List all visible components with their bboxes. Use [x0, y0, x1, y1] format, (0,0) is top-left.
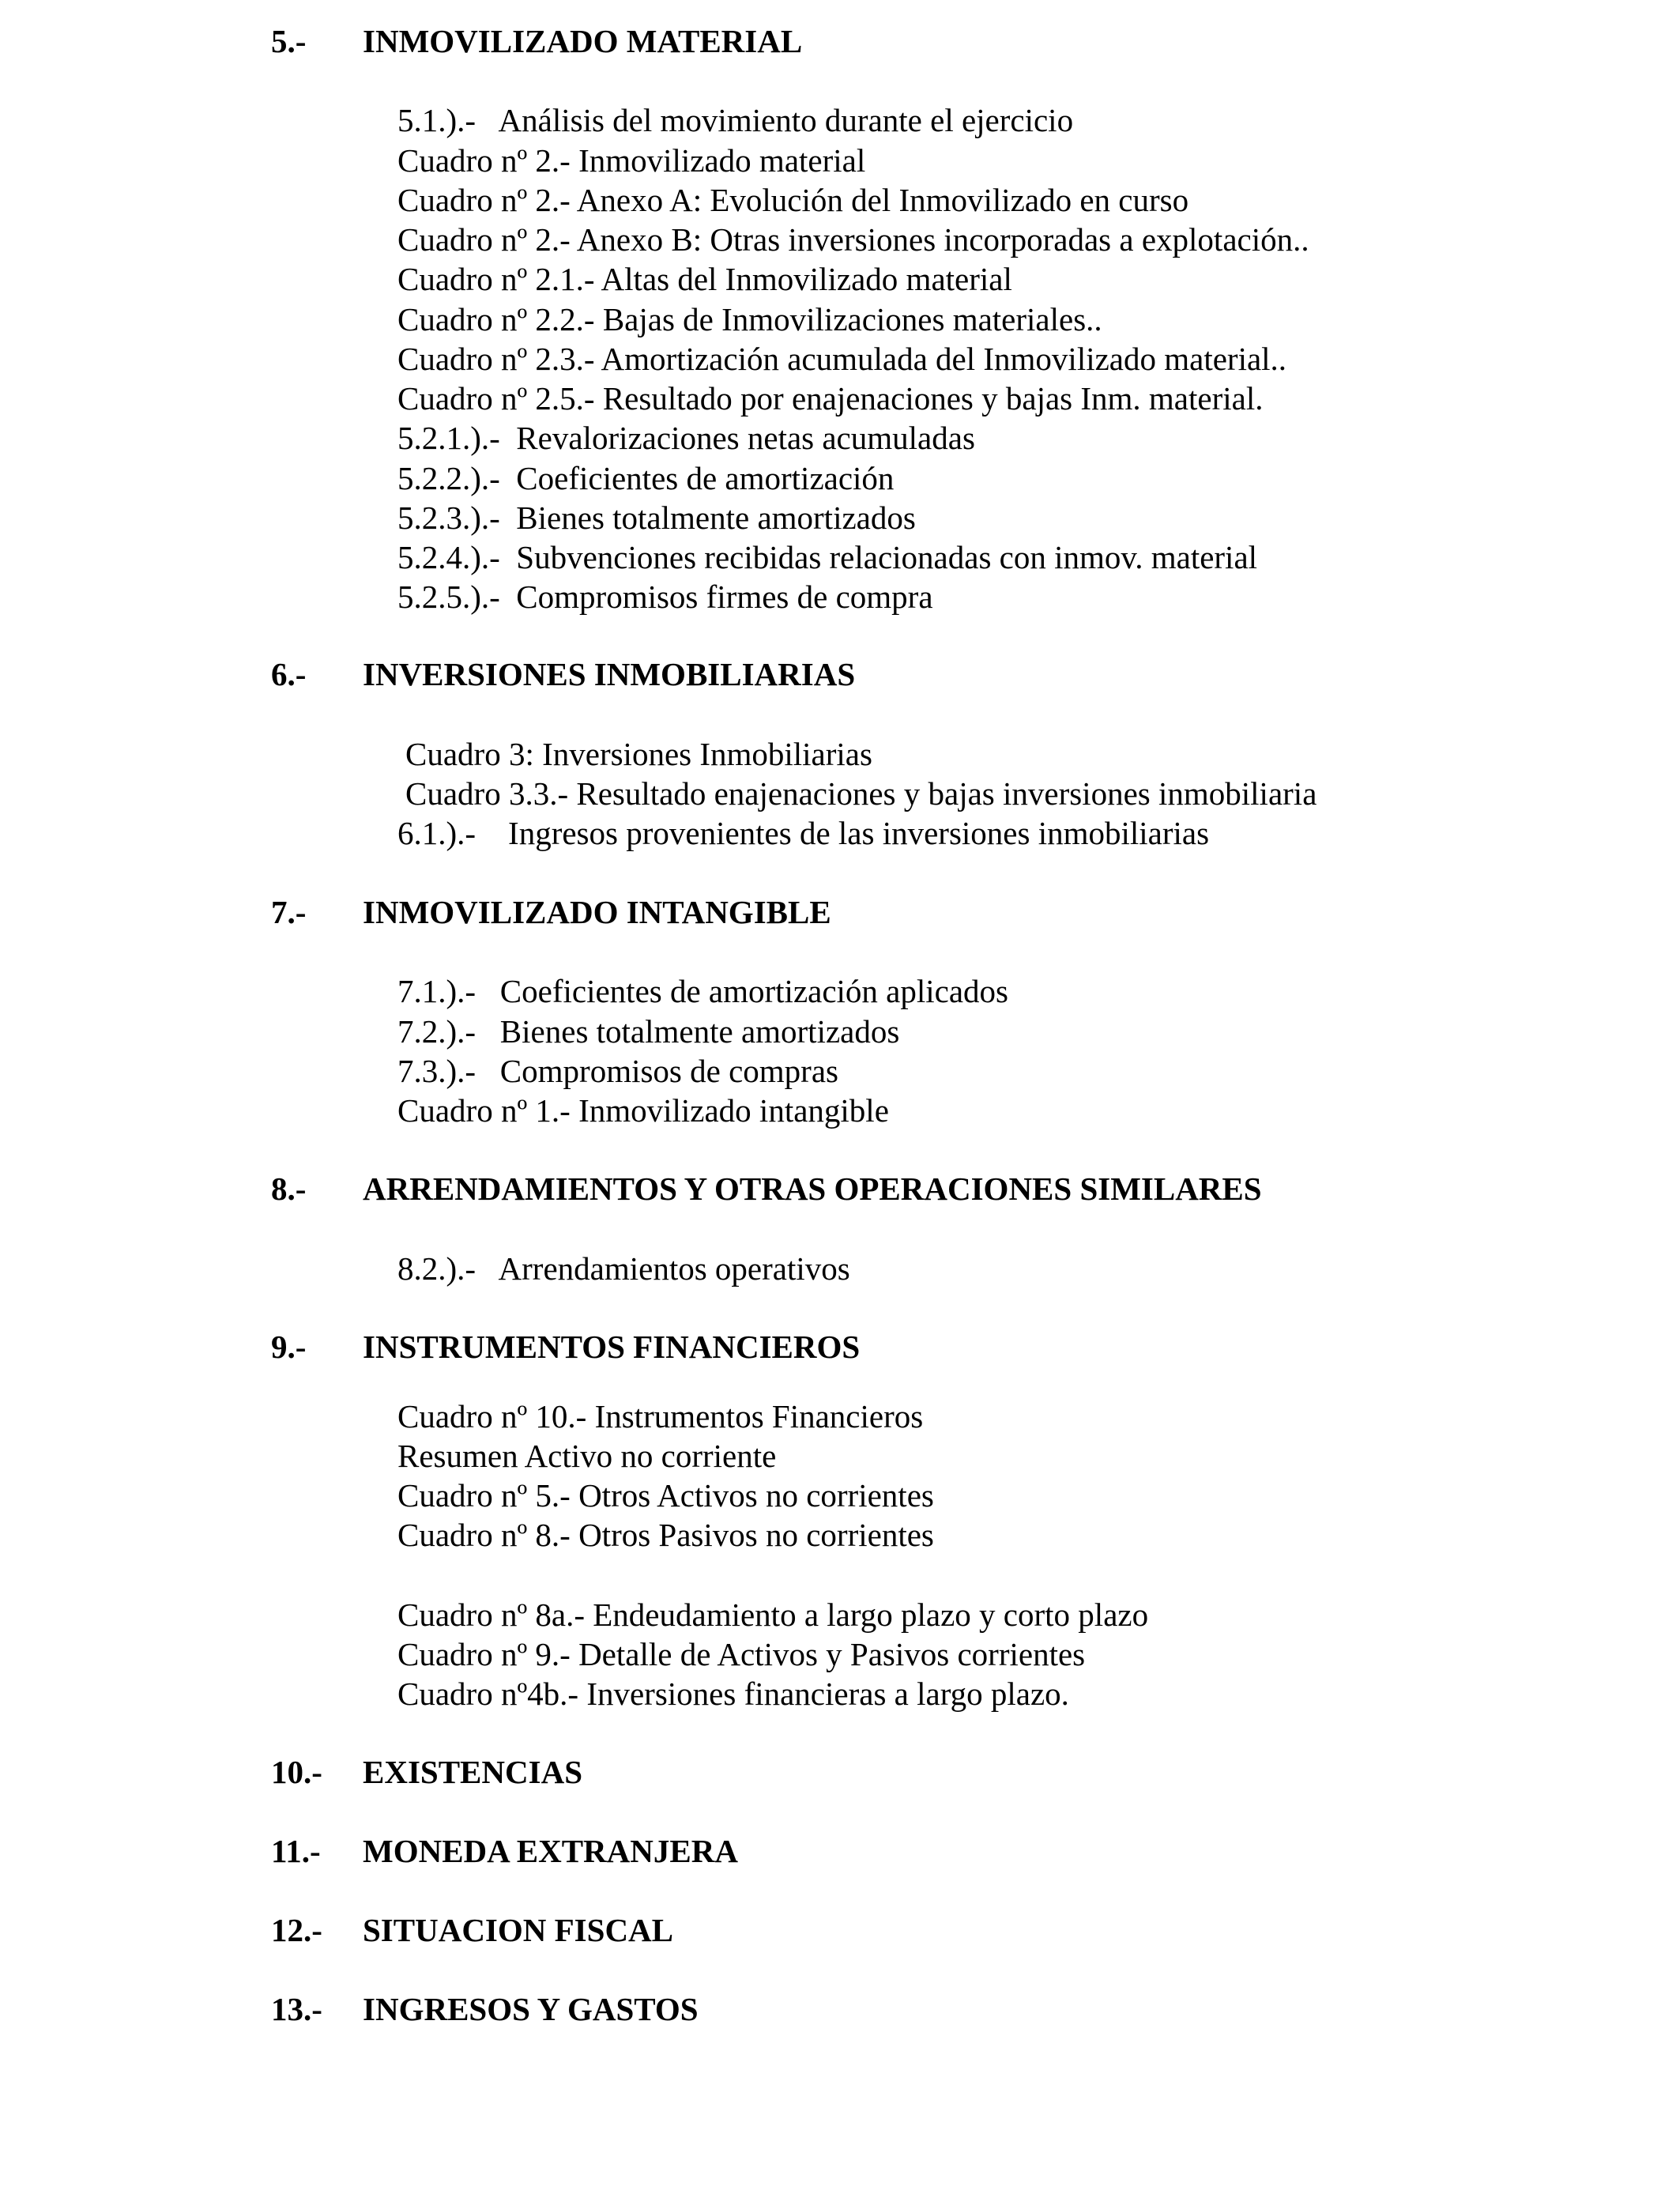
section-6-item: Cuadro 3.3.- Resultado enajenaciones y bajas inversiones inmobiliaria — [405, 775, 1317, 812]
section-5-item: 5.2.1.).- Revalorizaciones netas acumuladas — [397, 420, 975, 456]
section-7-item: 7.3.).- Compromisos de compras — [397, 1053, 838, 1089]
section-9-item: Cuadro nº 5.- Otros Activos no corrientes — [397, 1477, 934, 1514]
section-6-title: INVERSIONES INMOBILIARIAS — [363, 656, 856, 692]
section-5-item: Cuadro nº 2.2.- Bajas de Inmovilizaciones materiales.. — [397, 301, 1102, 337]
section-9-item: Cuadro nº 9.- Detalle de Activos y Pasivos corrientes — [397, 1636, 1086, 1672]
section-5-item: Cuadro nº 2.- Anexo A: Evolución del Inmovilizado en curso — [397, 182, 1189, 218]
section-9-item: Cuadro nº 8.- Otros Pasivos no corrientes — [397, 1517, 934, 1553]
section-12-title: SITUACION FISCAL — [363, 1912, 674, 1948]
section-5-item: 5.2.3.).- Bienes totalmente amortizados — [397, 499, 916, 536]
section-5-item: Cuadro nº 2.3.- Amortización acumulada del Inmovilizado material.. — [397, 341, 1287, 377]
section-6-item: 6.1.).- Ingresos provenientes de las inversiones inmobiliarias — [397, 815, 1210, 851]
section-5-title: INMOVILIZADO MATERIAL — [363, 23, 803, 59]
section-5-item: 5.2.2.).- Coeficientes de amortización — [397, 460, 895, 496]
section-7-item: Cuadro nº 1.- Inmovilizado intangible — [397, 1092, 889, 1129]
section-9-number: 9.- — [271, 1329, 307, 1365]
section-5-item: 5.1.).- Análisis del movimiento durante el ejercicio — [397, 102, 1074, 138]
section-6-item: Cuadro 3: Inversiones Inmobiliarias — [405, 736, 872, 772]
section-5-item: Cuadro nº 2.1.- Altas del Inmovilizado material — [397, 261, 1012, 297]
section-10-title: EXISTENCIAS — [363, 1754, 582, 1790]
section-5-item: Cuadro nº 2.5.- Resultado por enajenaciones y bajas Inm. material. — [397, 380, 1264, 417]
section-5-item: Cuadro nº 2.- Inmovilizado material — [397, 142, 866, 179]
section-9-item: Cuadro nº4b.- Inversiones financieras a largo plazo. — [397, 1676, 1069, 1712]
section-7-number: 7.- — [271, 894, 307, 930]
section-9-title: INSTRUMENTOS FINANCIEROS — [363, 1329, 861, 1365]
section-5-item: Cuadro nº 2.- Anexo B: Otras inversiones incorporadas a explotación.. — [397, 221, 1309, 258]
section-12-number: 12.- — [271, 1912, 322, 1948]
section-13-title: INGRESOS Y GASTOS — [363, 1991, 699, 2027]
section-7-title: INMOVILIZADO INTANGIBLE — [363, 894, 831, 930]
section-7-item: 7.1.).- Coeficientes de amortización aplicados — [397, 973, 1009, 1009]
section-11-number: 11.- — [271, 1833, 321, 1869]
section-13-number: 13.- — [271, 1991, 322, 2027]
section-7-item: 7.2.).- Bienes totalmente amortizados — [397, 1013, 900, 1050]
section-8-title: ARRENDAMIENTOS Y OTRAS OPERACIONES SIMILARES — [363, 1171, 1262, 1207]
section-10-number: 10.- — [271, 1754, 322, 1790]
section-5-number: 5.- — [271, 23, 307, 59]
section-5-item: 5.2.4.).- Subvenciones recibidas relacionadas con inmov. material — [397, 539, 1258, 575]
section-9-item: Cuadro nº 8a.- Endeudamiento a largo plazo y corto plazo — [397, 1596, 1149, 1633]
section-9-item: Cuadro nº 10.- Instrumentos Financieros — [397, 1398, 924, 1434]
section-8-item: 8.2.).- Arrendamientos operativos — [397, 1250, 850, 1287]
section-11-title: MONEDA EXTRANJERA — [363, 1833, 738, 1869]
section-8-number: 8.- — [271, 1171, 307, 1207]
section-9-item: Resumen Activo no corriente — [397, 1438, 777, 1474]
section-6-number: 6.- — [271, 656, 307, 692]
section-5-item: 5.2.5.).- Compromisos firmes de compra — [397, 579, 933, 615]
